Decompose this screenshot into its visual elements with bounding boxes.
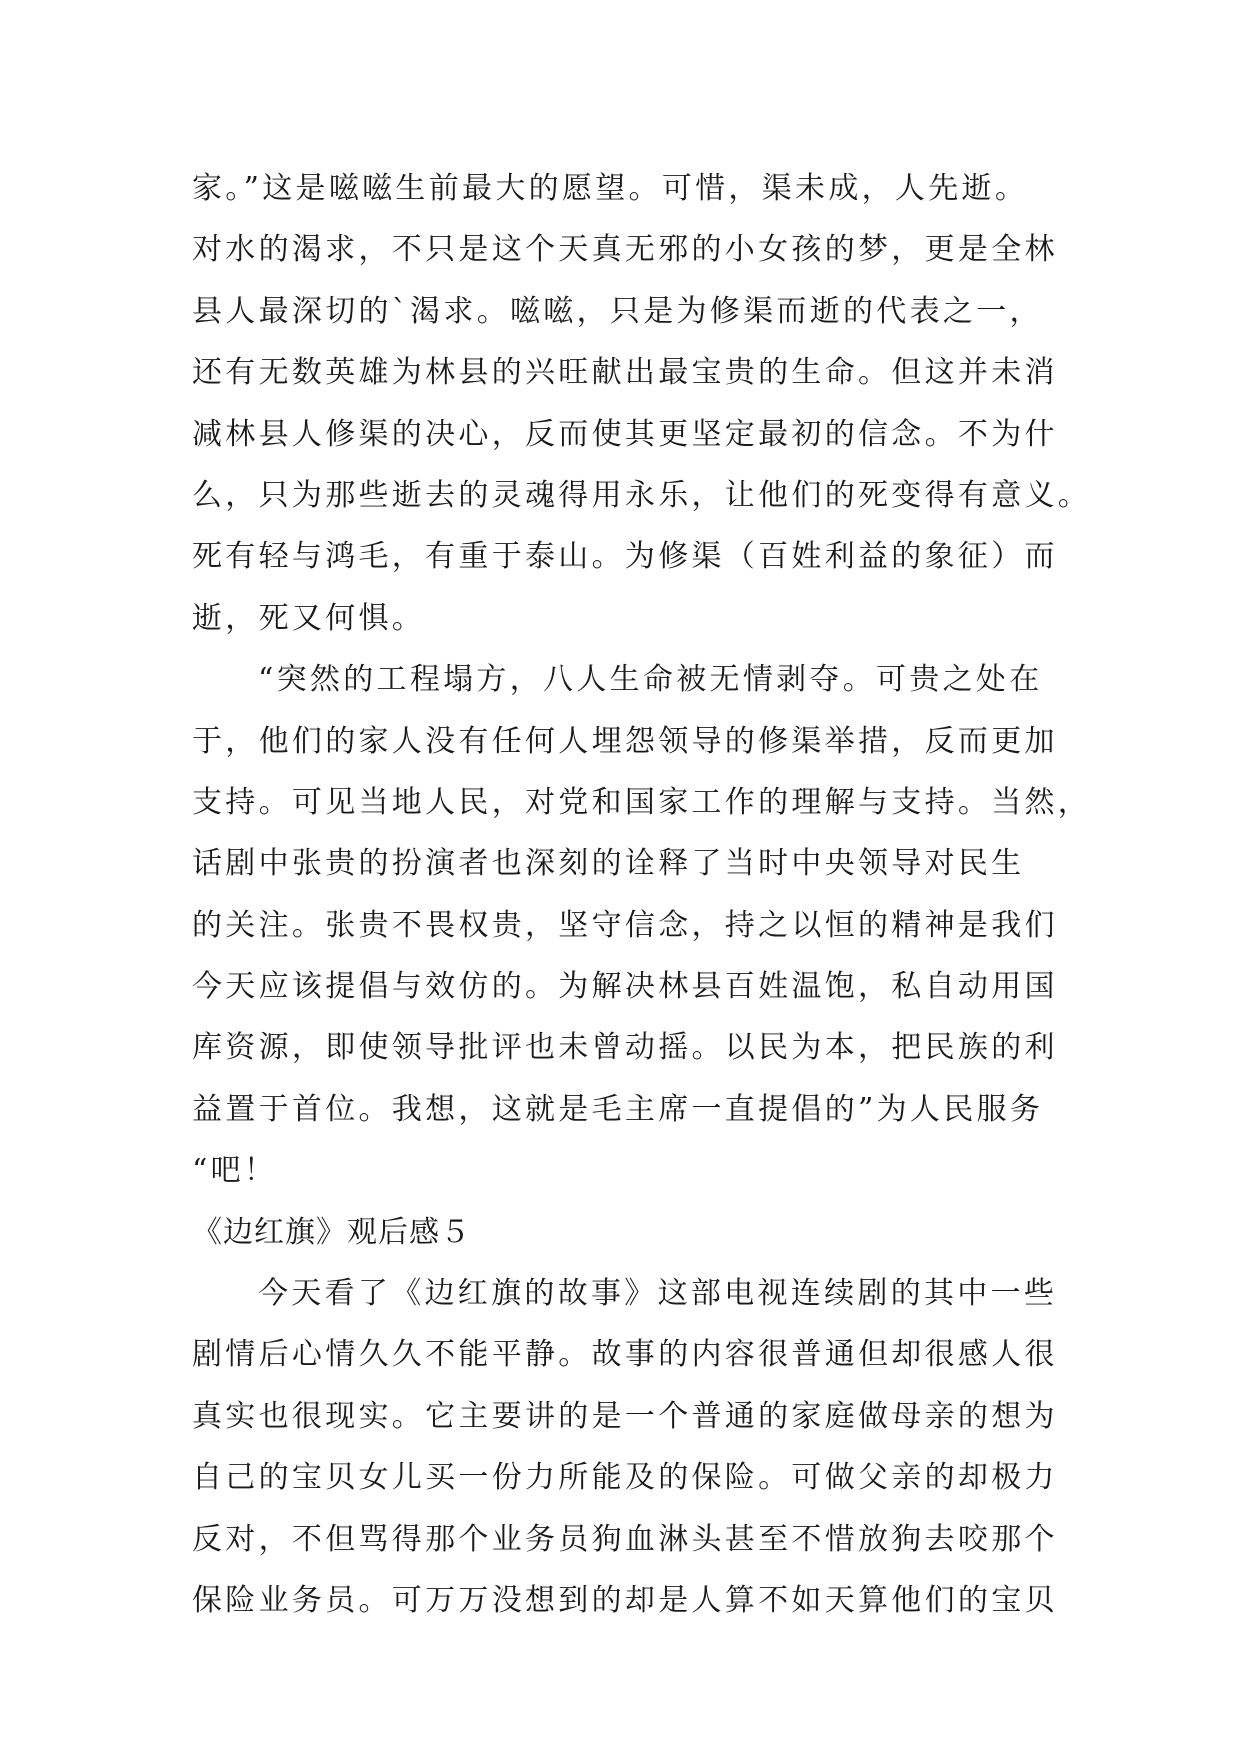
paragraph-1 xyxy=(192,158,1092,649)
text-line: 自己的宝贝女儿买一份力所能及的保险。可做父亲的却极力 xyxy=(192,1460,1058,1496)
text-line: 支持。可见当地人民，对党和国家工作的理解与支持。当然， xyxy=(192,784,1092,820)
text-line: 反对，不但骂得那个业务员狗血淋头甚至不惜放狗去咬那个 xyxy=(192,1521,1058,1557)
text-line: 益置于首位。我想，这就是毛主席一直提倡的”为人民服务 xyxy=(192,1091,1044,1127)
document-body xyxy=(192,158,1092,1631)
text-line: 库资源，即使领导批评也未曾动摇。以民为本，把民族的利 xyxy=(192,1030,1058,1066)
text-line: 的关注。张贵不畏权贵，坚守信念，持之以恒的精神是我们 xyxy=(192,907,1058,943)
text-line: 对水的渴求，不只是这个天真无邪的小女孩的梦，更是全林 xyxy=(192,232,1058,268)
paragraph-2 xyxy=(192,649,1092,1202)
text-line: 逝，死又何惧。 xyxy=(192,600,426,636)
text-line: 真实也很现实。它主要讲的是一个普通的家庭做母亲的想为 xyxy=(192,1398,1058,1434)
text-line: 话剧中张贵的扮演者也深刻的诠释了当时中央领导对民生 xyxy=(192,846,1025,882)
text-line: 于，他们的家人没有任何人埋怨领导的修渠举措，反而更加 xyxy=(192,723,1058,759)
section-heading: 《边红旗》观后感５ xyxy=(192,1214,471,1250)
text-line: 县人最深切的`渴求。嗞嗞，只是为修渠而逝的代表之一， xyxy=(192,293,1043,329)
text-line: 今天应该提倡与效仿的。为解决林县百姓温饱，私自动用国 xyxy=(192,969,1058,1005)
paragraph-3 xyxy=(192,1263,1057,1631)
text-line: 还有无数英雄为林县的兴旺献出最宝贵的生命。但这并未消 xyxy=(192,355,1058,391)
text-line: 家。”这是嗞嗞生前最大的愿望。可惜，渠未成，人先逝。 xyxy=(192,171,1029,206)
text-line: “吧！ xyxy=(192,1153,278,1189)
text-line: 剧情后心情久久不能平静。故事的内容很普通但却很感人很 xyxy=(192,1337,1058,1373)
text-line: 保险业务员。可万万没想到的却是人算不如天算他们的宝贝 xyxy=(192,1582,1058,1618)
text-line: 死有轻与鸿毛，有重于泰山。为修渠（百姓利益的象征）而 xyxy=(192,539,1058,575)
text-line: 今天看了《边红旗的故事》这部电视连续剧的其中一些 xyxy=(258,1276,1058,1312)
text-line: “突然的工程塌方，八人生命被无情剥夺。可贵之处在 xyxy=(258,662,1043,698)
text-line: 么，只为那些逝去的灵魂得用永乐，让他们的死变得有意义。 xyxy=(192,477,1092,513)
text-line: 减林县人修渠的决心，反而使其更坚定最初的信念。不为什 xyxy=(192,416,1058,452)
